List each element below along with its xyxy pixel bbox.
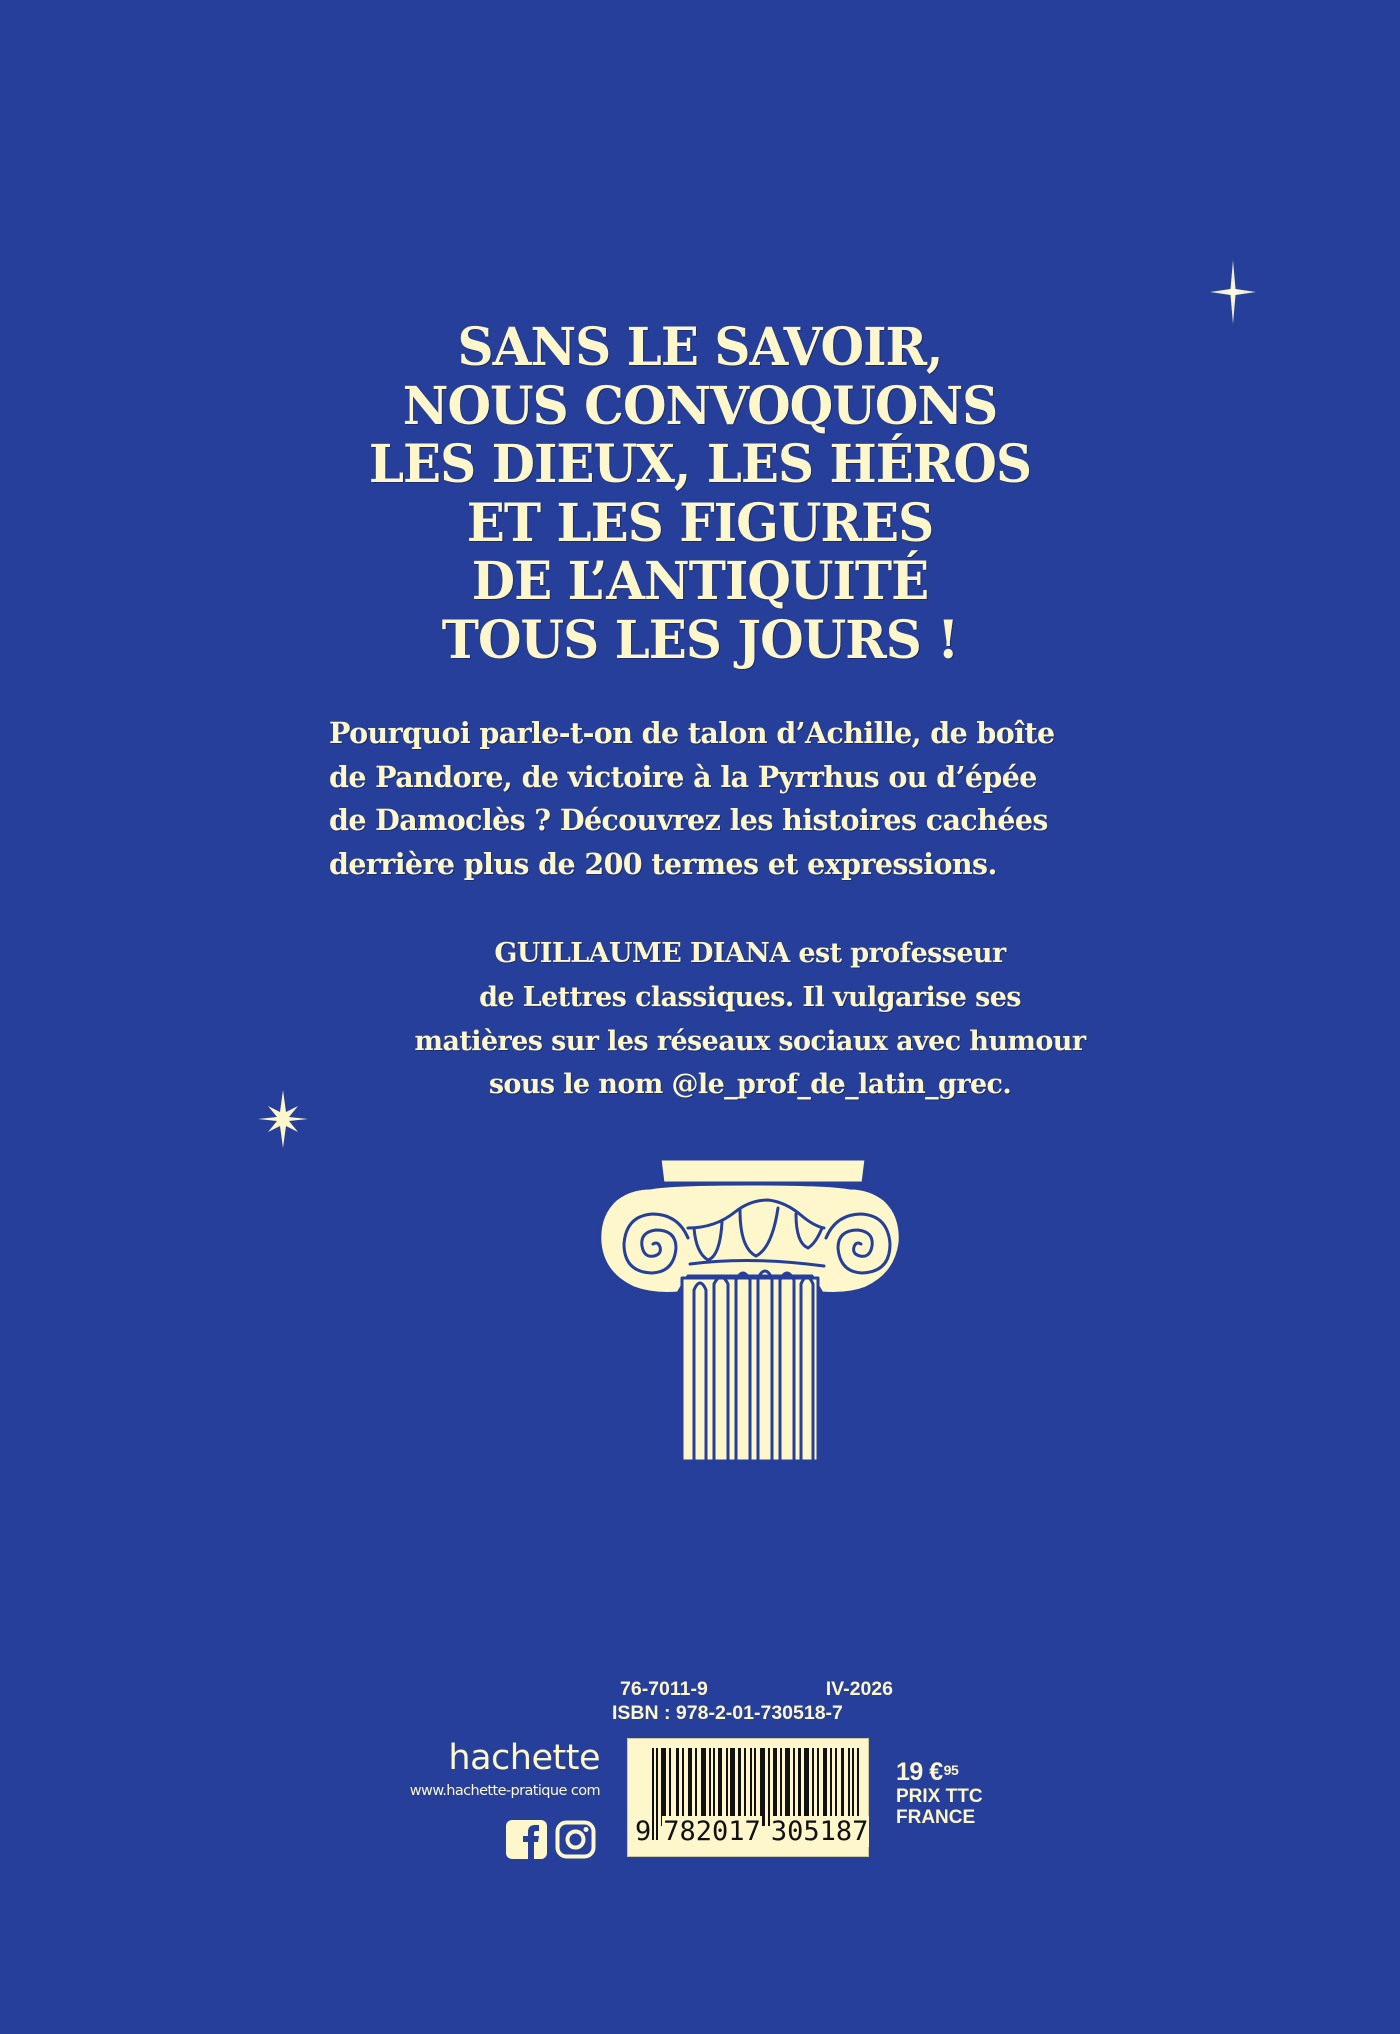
headline-line: TOUS LES JOURS !: [441, 607, 959, 670]
product-code: 76-7011-9: [620, 1678, 708, 1700]
headline: [300, 315, 1100, 670]
barcode-digit-group: 782017: [663, 1816, 761, 1847]
bio-line: de Lettres classiques. Il vulgarise ses: [479, 981, 1021, 1013]
sparkle-star-icon: [1208, 258, 1258, 326]
sparkle-star-icon: [256, 1088, 310, 1150]
publisher-logo: hachette: [448, 1738, 600, 1778]
price-block: [896, 1758, 983, 1828]
publisher-url[interactable]: www.hachette-pratique com: [409, 1783, 600, 1799]
facebook-icon[interactable]: [506, 1820, 547, 1859]
barcode-digit-group: 305187: [770, 1816, 869, 1847]
edition-code: IV-2026: [825, 1678, 893, 1700]
social-links: [506, 1820, 596, 1859]
barcode: [627, 1738, 869, 1857]
publisher-block: [370, 1738, 600, 1801]
price-euros: 19 €: [896, 1758, 943, 1786]
price-cents: 95: [943, 1762, 959, 1778]
isbn-text: ISBN : 978-2-01-730518-7: [612, 1702, 843, 1724]
price-label: PRIX TTC: [896, 1786, 983, 1807]
bio-line: matières sur les réseaux sociaux avec humour: [414, 1025, 1086, 1057]
headline-line: SANS LE SAVOIR,: [457, 315, 943, 378]
headline-line: LES DIEUX, LES HÉROS: [368, 432, 1032, 495]
isbn-block: [612, 1677, 897, 1725]
ionic-column-icon: [590, 1148, 910, 1464]
description-line: de Damoclès ? Découvrez les histoires cachées: [329, 803, 1048, 838]
headline-line: ET LES FIGURES: [466, 490, 934, 553]
description-line: Pourquoi parle-t-on de talon d’Achille, de boîte: [329, 716, 1055, 750]
headline-line: NOUS CONVOQUONS: [402, 373, 998, 436]
description-line: derrière plus de 200 termes et expressions.: [329, 846, 997, 881]
headline-line: DE L’ANTIQUITÉ: [471, 549, 929, 612]
bio-line-rest: est professeur: [789, 938, 1006, 969]
description-line: de Pandore, de victoire à la Pyrrhus ou d’épée: [329, 759, 1037, 794]
bio-line: [330, 932, 1170, 976]
author-name: GUILLAUME DIANA: [494, 938, 790, 969]
description-paragraph: [329, 712, 1179, 886]
barcode-digit-prefix: 9: [635, 1816, 652, 1847]
price-amount: [896, 1758, 983, 1786]
author-bio: [330, 932, 1170, 1107]
price-country: FRANCE: [896, 1807, 976, 1828]
barcode-number: [634, 1816, 869, 1847]
bio-line: sous le nom @le_prof_de_latin_grec.: [488, 1069, 1012, 1101]
instagram-icon[interactable]: [555, 1820, 596, 1859]
